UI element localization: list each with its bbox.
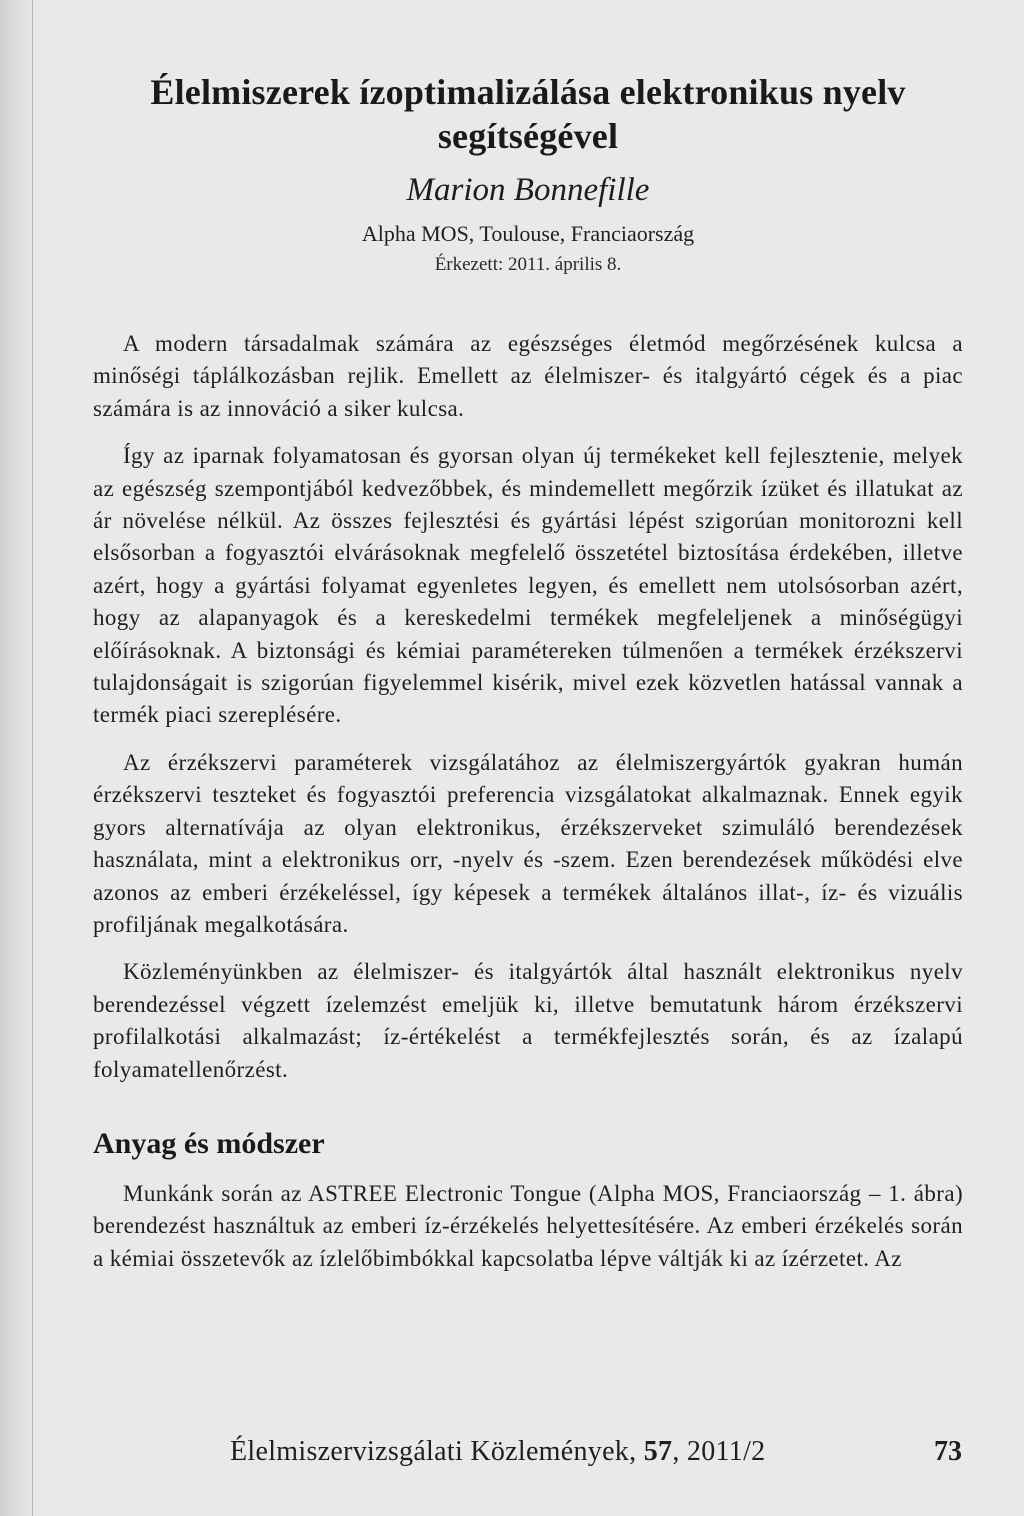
journal-issue: , 2011/2 — [672, 1436, 766, 1467]
section-paragraph: Munkánk során az ASTREE Electronic Tongue (Alpha MOS, Franciaország – 1. ábra) berendezést használtuk az emberi íz-érzékelés helyettesítésére. Az emberi érzékelés során a kémiai összetevők az ízlelőbimbókkal kapcsolatba lépve váltják ki az ízérzetet. Az — [93, 1180, 963, 1271]
binding-line — [32, 0, 33, 1516]
journal-name: Élelmiszervizsgálati Közlemények, — [230, 1436, 644, 1467]
article-author: Marion Bonnefille — [406, 172, 650, 208]
journal-volume: 57 — [643, 1436, 673, 1467]
author-affiliation: Alpha MOS, Toulouse, Franciaország — [361, 221, 695, 246]
body-paragraph: Közleményünkben az élelmiszer- és italgyártók által használt elektronikus nyelv berendezéssel végzett ízelemzést emeljük ki, illetve bemutatunk három érzékszervi profilalkotási alkalmazást; íz-értékelést a termékfejlesztés során, és az ízalapú folyamatellenőrzést. — [93, 959, 963, 1082]
body-paragraph: Így az iparnak folyamatosan és gyorsan olyan új termékeket kell fejlesztenie, melyek az egészség szempontjából kedvezőbbek, és mindemellett megőrzik ízüket és illatukat az ár növelése nélkül. Az összes fejlesztési és gyártási lépést szigorúan monitorozni kell elsősorban a fogyasztói elvárásoknak megfelelő összetétel biztosítása érdekében, illetve azért, hogy a gyártási folyamat egyenletes legyen, és emellett nem utolsósorban azért, hogy az alapanyagok és a kereskedelmi termékek megfeleljenek a minőségügyi előírásoknak. A biztonsági és kémiai paramétereken túlmenően a termékek érzékszervi tulajdonságait is szigorúan figyelemmel kisérik, mivel ezek közvetlen hatással vannak a termék piaci szereplésére. — [93, 443, 963, 728]
section-heading: Anyag és módszer — [93, 1126, 325, 1160]
article-title: Élelmiszerek ízoptimalizálása elektronikus nyelv segítségével — [150, 72, 906, 156]
page-number: 73 — [934, 1436, 962, 1467]
body-paragraph: A modern társadalmak számára az egészséges életmód megőrzésének kulcsa a minőségi táplálkozásban rejlik. Emellett az élelmiszer- és italgyártó cégek és a piac számára is az innováció a siker kulcsa. — [93, 331, 963, 421]
binding-shadow — [0, 0, 34, 1516]
body-paragraph: Az érzékszervi paraméterek vizsgálatához az élelmiszergyártók gyakran humán érzékszervi teszteket és fogyasztói preferencia vizsgálatokat alkalmaznak. Ennek egyik gyors alternatívája az olyan elektronikus, érzékszerveket szimuláló berendezések használata, mint a elektronikus orr, -nyelv és -szem. Ezen berendezések működési elve azonos az emberi érzékeléssel, így képesek a termékek általános illat-, íz- és vizuális profiljának megalkotására. — [93, 749, 963, 937]
journal-citation — [230, 1432, 765, 1472]
received-date: Érkezett: 2011. április 8. — [434, 254, 622, 275]
article-body — [93, 328, 963, 1275]
page-content — [93, 70, 963, 1290]
